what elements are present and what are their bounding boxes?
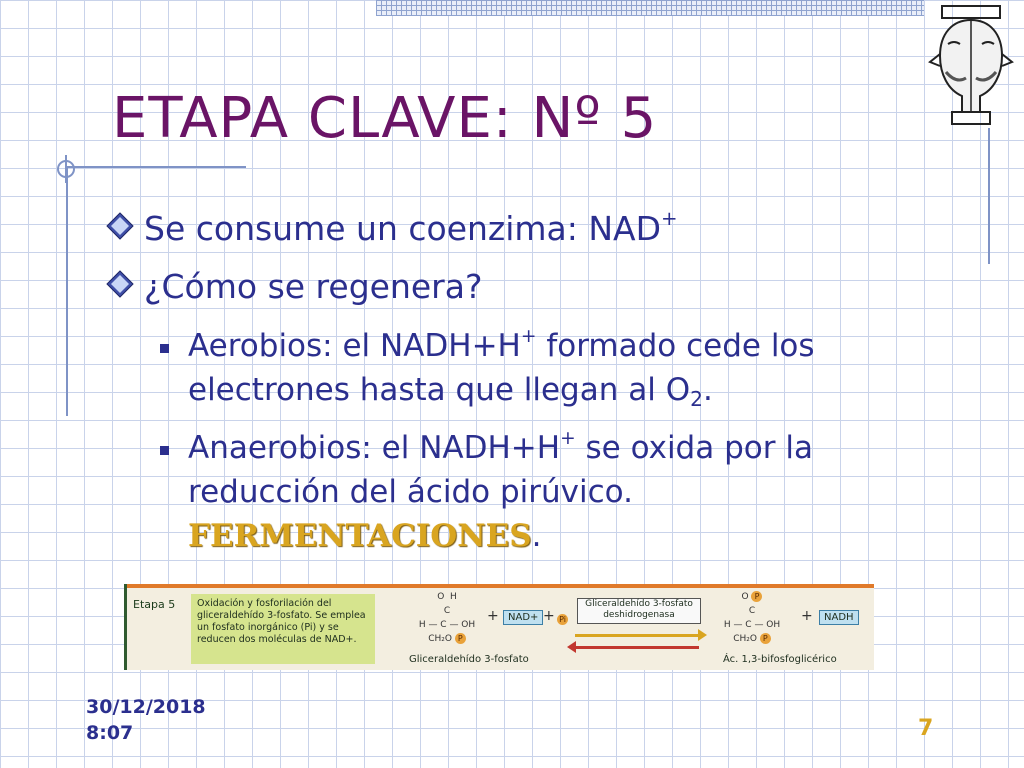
square-bullet-icon — [160, 446, 169, 455]
bullet-coenzyme-text: Se consume un coenzima: NAD — [144, 209, 662, 248]
slide-title: ETAPA CLAVE: Nº 5 — [112, 86, 658, 151]
atom-hcoh: H — C — OH — [418, 620, 476, 630]
atom-o: O — [437, 592, 445, 602]
anaerobic-text-start: Anaerobios: el NADH+H — [188, 430, 561, 466]
forward-arrow-icon — [575, 634, 699, 637]
crosshair-ornament — [52, 155, 80, 183]
product-label: Ác. 1,3-bifosfoglicérico — [723, 654, 837, 665]
atom-ch2o: CH₂O — [733, 634, 757, 644]
subbullet-group — [104, 324, 904, 558]
inorganic-phosphate-icon: Pi — [557, 614, 568, 625]
atom-hcoh: H — C — OH — [723, 620, 781, 630]
subbullet-aerobic — [104, 324, 908, 412]
anaerobic-text-end: . — [531, 518, 542, 554]
plus-sign: + — [487, 608, 499, 624]
figure-top-strip — [127, 584, 874, 588]
atom-h: H — [450, 592, 457, 602]
divider-line-left — [66, 166, 68, 416]
phosphate-icon: P — [760, 633, 771, 644]
reaction-figure — [124, 584, 874, 670]
bullet-coenzyme-sup: + — [661, 207, 678, 231]
atom-c: C — [748, 606, 756, 616]
square-bullet-icon — [160, 344, 169, 353]
janus-logo — [922, 4, 1020, 128]
bullet-list — [104, 200, 904, 572]
bullet-coenzyme — [104, 200, 904, 258]
enzyme-box: Gliceraldehído 3-fosfato deshidrogenasa — [577, 598, 701, 624]
diamond-bullet-icon — [106, 212, 134, 240]
anaerobic-text-mid: se oxida por la reducción del ácido pirúvico. — [188, 430, 813, 510]
figure-stage-label: Etapa 5 — [133, 598, 176, 611]
aerobic-text-start: Aerobios: el NADH+H — [188, 328, 521, 364]
aerobic-sub: 2 — [690, 387, 703, 412]
divider-line-title — [66, 166, 246, 168]
atom-ch2o: CH₂O — [428, 634, 452, 644]
atom-c: C — [443, 606, 451, 616]
product-molecule — [717, 590, 787, 646]
top-decorative-band — [376, 0, 924, 16]
plus-sign: + — [543, 608, 555, 624]
subbullet-anaerobic — [104, 426, 908, 558]
anaerobic-sup: + — [560, 428, 576, 450]
reverse-arrow-icon — [575, 646, 699, 649]
nad-plus-box: NAD+ — [503, 610, 543, 625]
fermentaciones-emphasis: FERMENTACIONES — [188, 518, 532, 554]
phosphate-icon: P — [455, 633, 466, 644]
plus-sign: + — [801, 608, 813, 624]
phosphate-icon: P — [751, 591, 762, 602]
diamond-bullet-icon — [106, 270, 134, 298]
page-number: 7 — [918, 716, 934, 741]
aerobic-sup: + — [520, 326, 537, 348]
footer-time: 8:07 — [86, 722, 134, 744]
footer-date: 30/12/2018 — [86, 696, 206, 718]
reactant-label: Gliceraldehído 3-fosfato — [409, 654, 529, 665]
bullet-regeneration — [104, 258, 904, 316]
reactant-molecule — [417, 590, 477, 646]
divider-line-right — [988, 128, 990, 264]
footer-datetime — [86, 694, 206, 746]
aerobic-text-end: . — [702, 372, 713, 408]
figure-description: Oxidación y fosforilación del gliceraldehído 3-fosfato. Se emplea un fosfato inorgánico (Pi) y se reducen dos moléculas de NAD+. — [191, 594, 375, 664]
bullet-regeneration-text: ¿Cómo se regenera? — [144, 267, 483, 306]
nadh-box: NADH — [819, 610, 859, 625]
atom-o: O — [741, 592, 749, 602]
aerobic-text-mid: formado cede los electrones hasta que llegan al O — [188, 328, 815, 408]
